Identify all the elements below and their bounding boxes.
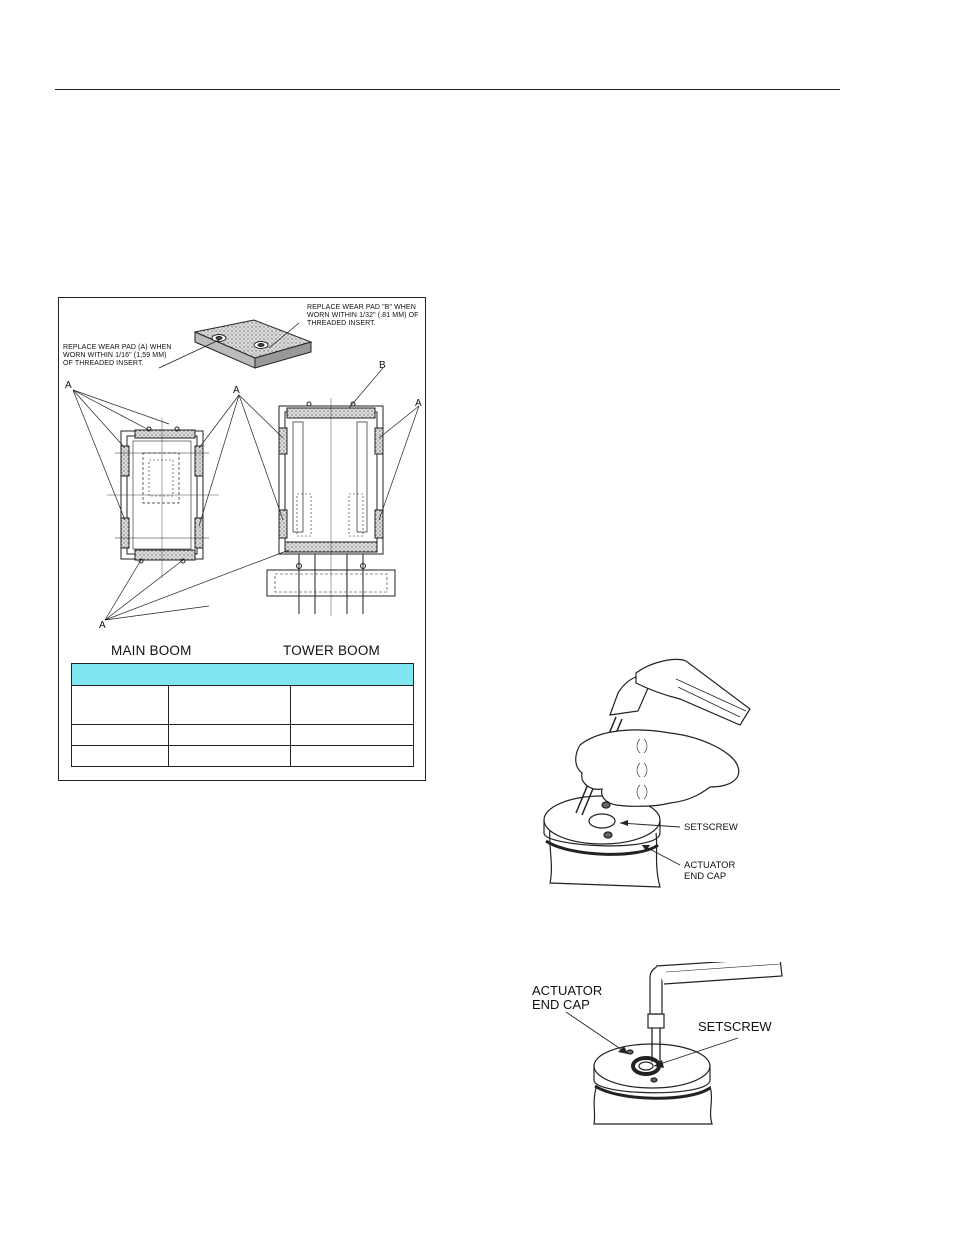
setscrew-figure-bottom (530, 962, 790, 1127)
callout-pad-b-line-3: THREADED INSERT. (307, 320, 376, 327)
table-cell (72, 725, 169, 746)
label-a-center: A (233, 385, 240, 396)
table-row (72, 725, 414, 746)
table-cell (291, 725, 414, 746)
main-boom-section (107, 418, 219, 578)
wear-pad-spec-table (71, 663, 414, 767)
setscrew-figure-top (540, 655, 760, 890)
callout-pad-a-line-1: REPLACE WEAR PAD (A) WHEN (63, 344, 172, 351)
header-rule (55, 89, 840, 90)
setscrew-hole-top (589, 814, 615, 828)
table-cell (169, 746, 291, 767)
caption-main-boom: MAIN BOOM (111, 643, 192, 658)
callout-pad-b-line-1: REPLACE WEAR PAD "B" WHEN (307, 304, 416, 311)
table-cell (169, 725, 291, 746)
caption-tower-boom: TOWER BOOM (283, 643, 381, 658)
callout-pad-b (307, 304, 419, 328)
table-cell (72, 746, 169, 767)
table-row (72, 686, 414, 725)
callout-pad-a-line-3: OF THREADED INSERT. (63, 360, 144, 367)
label-end-cap-top-line-1: ACTUATOR (684, 860, 736, 871)
table-header-cell (72, 664, 414, 686)
callout-pad-b-line-2: WORN WITHIN 1/32" (.81 MM) OF (307, 312, 419, 319)
label-end-cap-bottom (532, 984, 602, 1012)
label-end-cap-bottom-line-2: END CAP (532, 997, 590, 1012)
label-setscrew-bottom: SETSCREW (698, 1019, 772, 1034)
label-a-right: A (415, 398, 422, 409)
label-end-cap-top-line-2: END CAP (684, 871, 727, 882)
callout-pad-a-line-2: WORN WITHIN 1/16" (1,59 MM) (63, 352, 167, 359)
label-a-left: A (65, 380, 72, 391)
tower-boom-section (267, 398, 395, 616)
label-setscrew-top: SETSCREW (684, 822, 738, 833)
table-cell (291, 746, 414, 767)
table-header-row (72, 664, 414, 686)
label-a-bottom: A (99, 620, 106, 631)
label-end-cap-top (684, 860, 735, 882)
callout-pad-a (63, 344, 172, 368)
wear-pad-figure (58, 297, 426, 781)
table-cell (72, 686, 169, 725)
label-end-cap-bottom-line-1: ACTUATOR (532, 983, 603, 998)
table-row (72, 746, 414, 767)
setscrew-drawing-top (540, 655, 760, 890)
table-cell (291, 686, 414, 725)
table-cell (169, 686, 291, 725)
label-b: B (379, 360, 386, 371)
